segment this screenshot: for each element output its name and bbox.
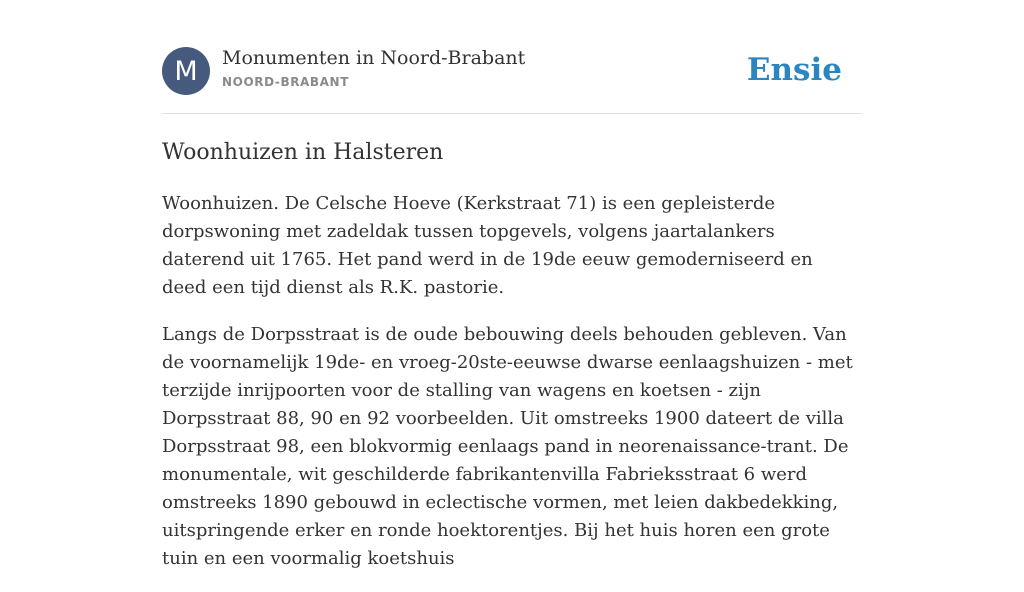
source-title[interactable]: Monumenten in Noord-Brabant <box>222 47 526 69</box>
article-title: Woonhuizen in Halsteren <box>162 140 444 165</box>
header <box>162 0 862 114</box>
source-subtitle[interactable]: NOORD-BRABANT <box>222 75 349 89</box>
brand-logo[interactable]: Ensie <box>746 52 842 88</box>
avatar-letter: M <box>174 55 198 87</box>
page <box>162 0 862 569</box>
article-body <box>162 190 862 592</box>
article-paragraph: Woonhuizen. De Celsche Hoeve (Kerkstraat 71) is een gepleisterde dorpswoning met zadeldak tussen topgevels, volgens jaartalankers daterend uit 1765. Het pand werd in de 19de eeuw gemoderniseerd en deed een tijd dienst als R.K. pastorie. <box>162 193 813 298</box>
source-avatar[interactable] <box>162 47 210 95</box>
article-paragraph: Langs de Dorpsstraat is de oude bebouwing deels behouden gebleven. Van de voornamelijk 19de- en vroeg-20ste-eeuwse dwarse eenlaagshuizen - met terzijde inrijpoorten voor de stalling van wagens en koetsen - zijn Dorpsstraat 88, 90 en 92 voorbeelden. Uit omstreeks 1900 dateert de villa Dorpsstraat 98, een blokvormig eenlaags pand in neorenaissance-trant. De monumentale, wit geschilderde fabrikantenvilla Fabrieksstraat 6 werd omstreeks 1890 gebouwd in eclectische vormen, met leien dakbedekking, uitspringende erker en ronde hoektorentjes. Bij het huis horen een grote tuin en een voormalig koetshuis <box>162 324 853 569</box>
